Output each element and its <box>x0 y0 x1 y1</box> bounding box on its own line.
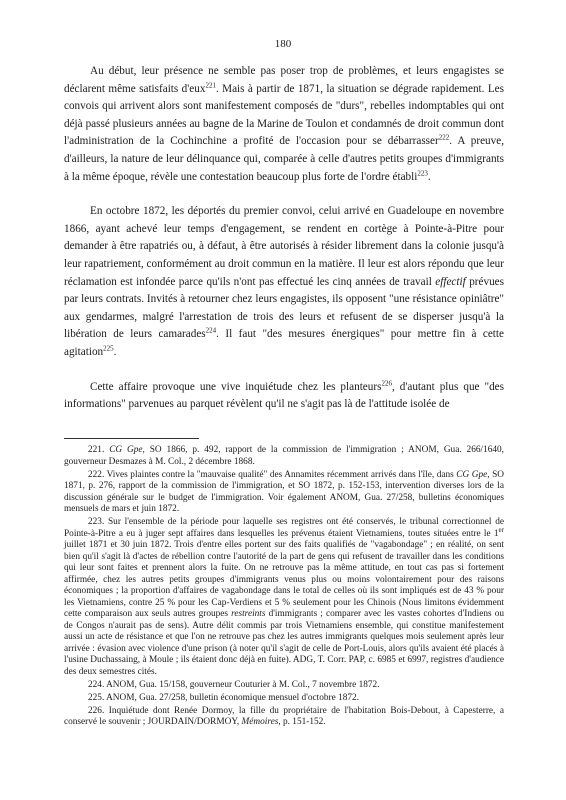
text-run: . <box>427 170 431 183</box>
text-run: 225. ANOM, Gua. 27/258, bulletin économique mensuel d'octobre 1872. <box>88 692 359 703</box>
paragraph <box>64 379 504 414</box>
text-run: . Il faut "des mesures énergiques" pour mettre fin à cette agitation <box>64 328 504 358</box>
text-run: . <box>113 345 117 358</box>
footnote <box>64 470 504 516</box>
text-run: 223. Sur l'ensemble de la période pour laquelle ses registres ont été conservés, le tribunal correctionnel de Pointe-à-Pitre a eu à juger sept affaires dans lesquelles les prévenus étaient Vietnamiens, toutes situées entre le 1 <box>64 517 504 539</box>
text-run: d'immigrants ; comparer avec les vastes cohortes d'Indiens ou de Congos n'aurait pas de sens). Autre délit commis par trois Vietnamiens ensemble, qui constitue manifestement aussi un acte de résistance et que l'on ne retrouve pas chez les autres immigrants quelques mois seulement après leur arrivée : évasion avec violence d'une prison (à noter qu'il s'agit de celle de Port-Louis, alors qu'ils avaient été placés à l'usine Duchassaing, à Moule ; ils étaient donc déjà en fuite). ADG, T. Corr. PAP, c. 6985 et 6997, registres d'audience des deux semestres cités. <box>64 609 504 677</box>
paragraph <box>64 203 504 361</box>
text-run: , SO 1866, p. 492, rapport de la commission de l'immigration ; ANOM, Gua. 266/1640, gouverneur Desmazes à M. Col., 2 décembre 1868. <box>64 445 505 467</box>
text-run: , SO 1871, p. 276, rapport de la commission de l'immigration, et SO 1872, p. 152-153, intervention diverses lors de la discussion générale sur le budget de l'immigration. Voir également ANOM, Gua. 27/258, bulletins économiques mensuels de mars et juin 1872. <box>64 469 504 514</box>
text-run: , d'autant plus que "des informations" parvenues au parquet révèlent qu'il ne s'agit pas là de l'attitude isolée de <box>64 380 504 411</box>
footnote-ref: 225 <box>103 344 114 353</box>
italic-text: Mémoires <box>241 717 279 727</box>
italic-text: CG Gpe <box>109 445 143 455</box>
footnote-ref: 224 <box>205 326 217 335</box>
footnote <box>64 680 504 692</box>
main-text <box>64 63 504 431</box>
footnote <box>64 445 504 468</box>
text-run: juillet 1871 et 30 juin 1872. Trois d'entre elles portent sur des faits qualifiés de "vagabondage" ; en réalité, on sent bien qu'il s'agit là d'actes de rébellion contre l'autorité de la part de gens qui refusent de travailler dans les conditions qui leur sont faites et prennent alors la fuite. On ne retrouve pas la même attitude, en tout cas pas si fortement affirmée, chez les autres petits groupes d'immigrants venus plus ou moins volontairement pour des raisons économiques ; la proportion d'affaires de vagabondage dans le total de celles où ils sont impliqués est de 43 % pour les Vietnamiens, contre 25 % pour les Cap-Verdiens et 5 % seulement pour les Chinois (Nous limitons évidemment cette comparaison aux seuls autres groupes <box>64 540 504 619</box>
text-run: 222. Vives plaintes contre la "mauvaise qualité" des Annamites récemment arrivés dans l'île, dans <box>88 469 457 480</box>
footnote-ref: 221 <box>205 80 216 89</box>
text-run: . Mais à partir de 1871, la situation se dégrade rapidement. Les convois qui arrivent alors sont manifestement composés de "durs", rebelles indomptables qui ont déjà passé plusieurs années au bagne de la Marine de Toulon et condamnés de droit commun dont l'administration de la Cochinchine a profité de l'occasion pour se débarrasser <box>64 82 504 148</box>
footnote-ref: 222 <box>438 133 450 142</box>
footnote-ref: 223 <box>417 168 428 177</box>
text-run: Au début, leur présence ne semble pas poser trop de problèmes, et leurs engagistes se déclarent même satisfaits d'eux <box>64 65 504 95</box>
text-run: 221. <box>88 445 110 455</box>
paragraph <box>64 63 504 186</box>
italic-text: CG Gpe <box>456 469 488 480</box>
italic-text: restreints <box>231 609 266 619</box>
text-run: Cette affaire provoque une vive inquiétude chez les planteurs <box>90 380 382 393</box>
text-run: 226. Inquiétude dont Renée Dormoy, la fille du propriétaire de l'habitation Bois-Debout, à Capesterre, a conservé le souvenir ; JOURDAIN/DORMOY, <box>64 705 504 727</box>
text-run: En octobre 1872, les déportés du premier convoi, celui arrivé en Guadeloupe en novembre 1866, ayant achevé leur temps d'engagement, se rendent en cortège à Pointe-à-Pitre pour demander à être rapatriés ou, à défaut, à être autorisés à résider librement dans la colonie jusqu'à leur rapatriement, conformément au droit commun en la matière. Il leur est alors répondu que leur réclamation est infondée parce qu'ils n'ont pas effectué les cinq années de travail <box>64 205 504 288</box>
footnote <box>64 693 504 705</box>
footnote <box>64 706 504 729</box>
text-run: prévues par leurs contrats. Invités à retourner chez leurs engagistes, ils opposent "une résistance opiniâtre" aux gendarmes, malgré l'arrestation de trois des leurs et refusent de se disperser jusqu'à la libération de leurs camarades <box>64 275 504 341</box>
text-run: . A preuve, d'ailleurs, la nature de leur délinquance qui, comparée à celle d'autres petits groupes d'immigrants à la même époque, révèle une contestation beaucoup plus forte de l'ordre établi <box>64 135 504 183</box>
footnote-ref: 226 <box>381 378 392 387</box>
footnote-separator <box>64 438 199 439</box>
footnote <box>64 517 504 678</box>
italic-text: effectif <box>435 275 466 288</box>
footnote-ref: er <box>498 525 504 534</box>
page-number: 180 <box>274 38 292 50</box>
footnotes <box>64 445 504 730</box>
text-run: , p. 151-152. <box>278 717 326 727</box>
text-run: 224. ANOM, Gua. 15/158, gouverneur Couturier à M. Col., 7 novembre 1872. <box>88 679 380 690</box>
